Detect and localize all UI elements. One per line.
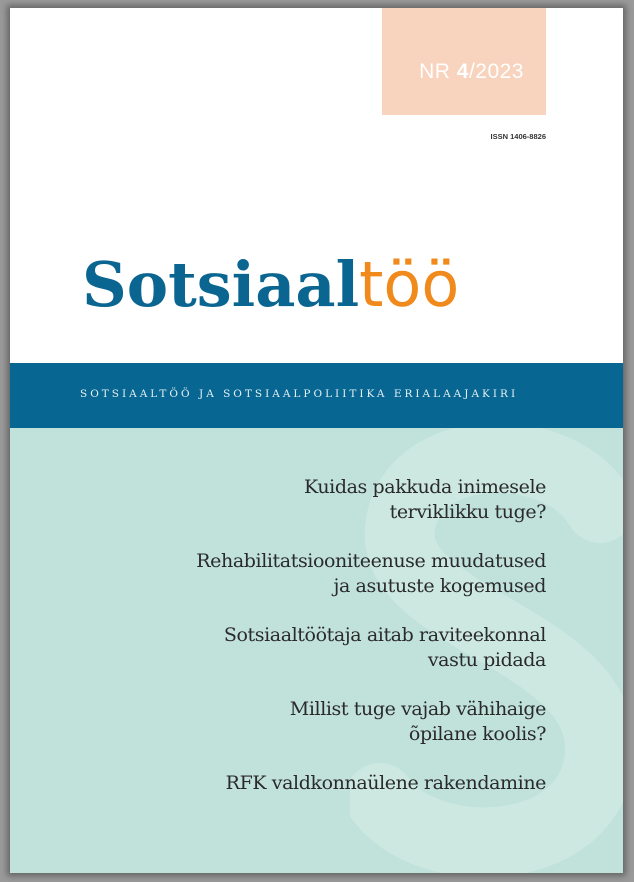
issue-num: 4 [456,60,469,83]
headline-line: ja asutuste kogemused [333,575,546,597]
headline-line: õpilane koolis? [408,723,546,745]
logo-part2: töö [359,248,460,321]
headline-list [196,475,546,820]
tagline: SOTSIAALTÖÖ JA SOTSIAALPOLIITIKA ERIALAAJAKIRI [80,388,519,400]
headline [196,549,546,599]
headlines-section [10,428,623,873]
headline-line: Millist tuge vajab vähihaige [289,698,546,720]
headline-line: Rehabilitatsiooniteenuse muudatused [196,550,546,572]
issue-prefix: NR [419,60,457,83]
headline-line: RFK valdkonnaülene rakendamine [225,772,546,794]
logo-part1: Sotsiaal [82,248,360,321]
issue-number [419,60,524,84]
tagline-band [10,363,623,428]
headline [196,475,546,525]
headline [196,697,546,747]
headline-line: vastu pidada [427,649,546,671]
headline-line: terviklikku tuge? [389,501,546,523]
headline-line: Sotsiaaltöötaja aitab raviteekonnal [223,624,546,646]
issue-year: /2023 [468,60,524,83]
issue-box [382,8,546,115]
headline-line: Kuidas pakkuda inimesele [303,476,546,498]
magazine-cover [10,8,623,873]
headline [196,771,546,796]
issn: ISSN 1406-8826 [490,132,546,141]
magazine-logo [82,248,460,321]
headline [196,623,546,673]
